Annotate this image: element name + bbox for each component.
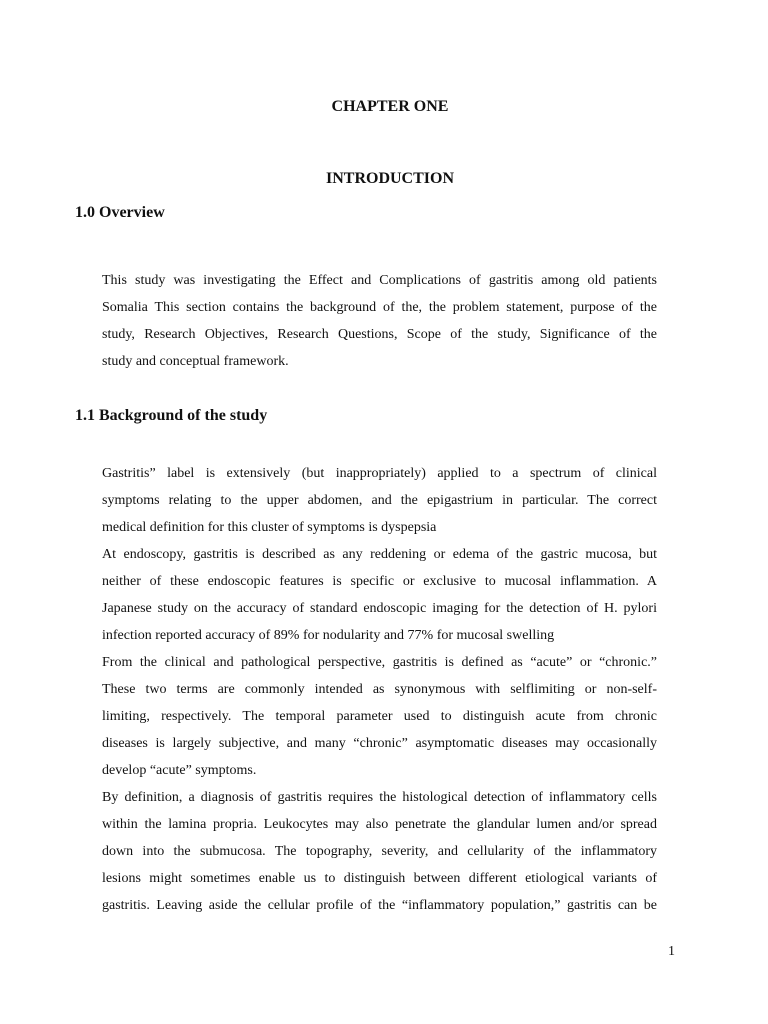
text-line: down into the submucosa. The topography, severity, and cellularity of the inflammatory <box>102 844 657 859</box>
page-number: 1 <box>668 944 675 959</box>
text-line: Somalia This section contains the background of the, the problem statement, purpose of the <box>102 300 657 315</box>
section-title: INTRODUCTION <box>325 170 454 187</box>
text-line: These two terms are commonly intended as synonymous with selflimiting or non-self- <box>102 682 657 697</box>
text-line: study, Research Objectives, Research Questions, Scope of the study, Significance of the <box>102 327 657 342</box>
text-line: infection reported accuracy of 89% for nodularity and 77% for mucosal swelling <box>102 628 555 643</box>
text-line: neither of these endoscopic features is specific or exclusive to mucosal inflammation. A <box>102 574 657 589</box>
text-line: symptoms relating to the upper abdomen, and the epigastrium in particular. The correct <box>102 493 657 508</box>
text-line: By definition, a diagnosis of gastritis requires the histological detection of inflammatory cells <box>102 790 657 805</box>
overview-heading: 1.0 Overview <box>75 204 165 221</box>
text-line: gastritis. Leaving aside the cellular profile of the “inflammatory population,” gastritis can be <box>102 898 657 913</box>
text-line: Gastritis” label is extensively (but inappropriately) applied to a spectrum of clinical <box>102 466 657 481</box>
text-line: At endoscopy, gastritis is described as any reddening or edema of the gastric mucosa, but <box>102 547 657 562</box>
overview-paragraph <box>102 267 657 375</box>
text-line: medical definition for this cluster of symptoms is dyspepsia <box>102 520 437 535</box>
background-heading: 1.1 Background of the study <box>75 407 268 424</box>
text-line: within the lamina propria. Leukocytes may also penetrate the glandular lumen and/or spread <box>102 817 657 832</box>
chapter-title: CHAPTER ONE <box>331 98 449 115</box>
text-line: This study was investigating the Effect and Complications of gastritis among old patients <box>102 273 657 288</box>
text-line: From the clinical and pathological perspective, gastritis is defined as “acute” or “chronic.” <box>102 655 657 670</box>
text-line: diseases is largely subjective, and many “chronic” asymptomatic diseases may occasionally <box>102 736 657 751</box>
background-paragraph <box>102 460 657 919</box>
text-line: develop “acute” symptoms. <box>102 763 257 778</box>
text-line: study and conceptual framework. <box>102 354 289 369</box>
text-line: Japanese study on the accuracy of standard endoscopic imaging for the detection of H. pylori <box>102 601 657 616</box>
text-line: limiting, respectively. The temporal parameter used to distinguish acute from chronic <box>102 709 657 724</box>
text-line: lesions might sometimes enable us to distinguish between different etiological variants of <box>102 871 657 886</box>
